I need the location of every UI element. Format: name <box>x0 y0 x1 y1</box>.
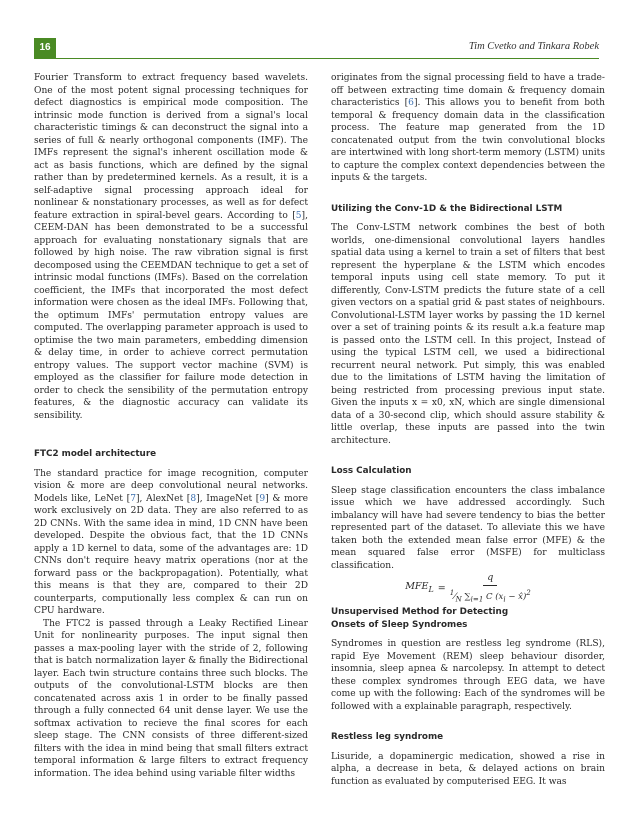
paragraph-cnn: The standard practice for image recognition, computer vision & more are deep convolutional neural networks. Models like, LeNet [7], AlexNet [8], ImageNet [9] & more work exclusively on 2D data. They are also referred to as 2D CNNs. With the same idea in mind, 1D CNN have been developed. Despite the obvious fact, that the 1D CNNs apply a 1D kernel to data, some of the advantages are: 1D CNNs don't require heavy matrix operations (nor at the forward pass or the backpropagation). Potentially, what this means is that they are, compared to their 2D counterparts, computionally less complex & can run on CPU hardware. <box>34 468 308 616</box>
paragraph-loss: Sleep stage classification encounters the class imbalance issue which we have addressed accordingly. Such imbalancy will have had severe tendency to bias the better represented part of the dataset. To alleviate this we have taken both the extended mean false error (MFE) & the mean squared false error (MSFE) for multiclass classification. <box>331 485 605 571</box>
paragraph-emd: Fourier Transform to extract frequency based wavelets. One of the most potent signal processing techniques for defect diagnostics is empirical mode composition. The intrinsic mode function is derived from a signal's local characteristic timings & can deconstruct the signal into a series of full & nearly orthogonal components (IMF). The IMFs represent the signal's inherent oscillation mode & act as basis functions, which are defined by the signal rather than by predetermined kernels. As a result, it is a self-adaptive signal processing approach ideal for nonlinear & nonstationary processes, as well as for defect feature extraction in spiral-bevel gears. According to [5], CEEM-DAN has been demonstrated to be a successful approach for evaluating nonstationary signals that are followed by high noise. The raw vibration signal is first decomposed using the CEEMDAN technique to get a set of intrinsic modal functions (IMFs). Based on the correlation coefficient, the IMFs that incorporated the most defect information were chosen as the ideal IMFs. Following that, the optimum IMFs' permutation entropy values are computed. The overlapping parameter approach is used to optimise the two main parameters, embedding dimension & delay time, in order to achieve correct permutation entropy values. The support vector machine (SVM) is employed as the classifier for failure mode detection in order to check the sensibility of the permutation entropy features, & the diagnostic accuracy can validate its sensibility. <box>34 73 308 421</box>
section-heading-ftc2: FTC2 model architecture <box>34 449 157 459</box>
section-heading-unsupervised: Unsupervised Method for Detecting Onsets of Sleep Syndromes <box>331 607 509 630</box>
section-heading-rls: Restless leg syndrome <box>331 732 444 742</box>
section-heading-loss: Loss Calculation <box>331 466 412 476</box>
left-column <box>34 72 308 780</box>
citation-link[interactable]: 5 <box>295 210 302 221</box>
page-number: 16 <box>34 38 56 58</box>
citation-link[interactable]: 6 <box>408 98 414 108</box>
equation-fraction: $\frac{q}{^1⁄_N \sum_{i=1} C (x_i - x̂)^2}$ <box>450 572 531 607</box>
author-line: Tim Cvetko and Tinkara Robek <box>468 41 599 52</box>
paragraph-syndromes: Syndromes in question are restless leg syndrome (RLS), rapid Eye Movement (REM) sleep behaviour disorder, insomnia, sleep apnea & narcolepsy. In attempt to detect these complex syndromes through EEG data, we have come up with the following: Each of the syndromes will be followed with a explainable paragraph, respectively. <box>331 639 605 712</box>
citation-link[interactable]: 8 <box>190 493 197 504</box>
paragraph-ftc2-layers: The FTC2 is passed through a Leaky Rectified Linear Unit for nonlinearity purposes. The input signal then passes a max-pooling layer with the stride of 2, following that is batch normalization layer & finally the Bidirectional layer. Each twin structure contains three such blocks. The outputs of the convolutional-LSTM blocks are then concatenated across axis 1 in order to be finally passed through a fully connected 64 unit dense layer. We use the softmax activation to recieve the final scores for each sleep stage. The CNN consists of three different-sized filters with the idea in mind being that small filters extract temporal information & large filters to extract frequency information. The idea behind using variable filter widths <box>34 618 308 779</box>
paragraph-conv-lstm: The Conv-LSTM network combines the best of both worlds, one-dimensional convolutional layers handles spatial data using a kernel to train a set of filters that best represent the hyperplane & the LSTM which encodes temporal inputs using cell state memory. To put it differently, Conv-LSTM predicts the future state of a cell given vectors on a spatial grid & past states of neighbours. Convolutional-LSTM layer works by passing the 1D kernel over a set of training points & its result a.k.a feature map is passed onto the LSTM cell. In this project, Instead of using the typical LSTM cell, we used a bidirectional recurrent neural network. Put simply, this was enabled due to the limitations of LSTM having the limitation of being restricted from processing previous input state. Given the inputs x = x0, xN, which are single dimensional data of a 30-second clip, which should assure stability & little overlap, these inputs are passed into the twin architecture. <box>331 223 605 446</box>
right-column <box>331 72 605 788</box>
equation-denominator: $^1⁄_N$ $\sum_{i=1}$ C ($x_i$ − x̂)$^2$ <box>449 588 531 604</box>
citation-link[interactable]: 7 <box>130 493 136 504</box>
paragraph-lisuride: Lisuride, a dopaminergic medication, showed a rise in alpha, a decrease in beta, & delayed actions on brain function as evaluated by computerised EEG. It was <box>331 751 605 787</box>
running-header <box>34 38 599 59</box>
section-heading-conv-lstm: Utilizing the Conv-1D & the Bidirectional LSTM <box>331 203 563 214</box>
paragraph-tradeoff: originates from the signal processing field to have a trade-off between extracting time domain & frequency domain characteristics [6]. This allows you to benefit from both temporal & frequency domain data in the classification process. The feature map generated from the 1D concatenated output from the twin convolutional blocks are intertwined with long short-term memory (LSTM) units to capture the complex context dependencies between the inputs & the targets. <box>331 73 606 183</box>
citation-link[interactable]: 9 <box>259 493 266 504</box>
mfe-equation: $MFE_L$ = $\frac{q}{^1⁄_N \sum_{i=1} C (x_i - x̂)^2}$ <box>331 572 605 606</box>
